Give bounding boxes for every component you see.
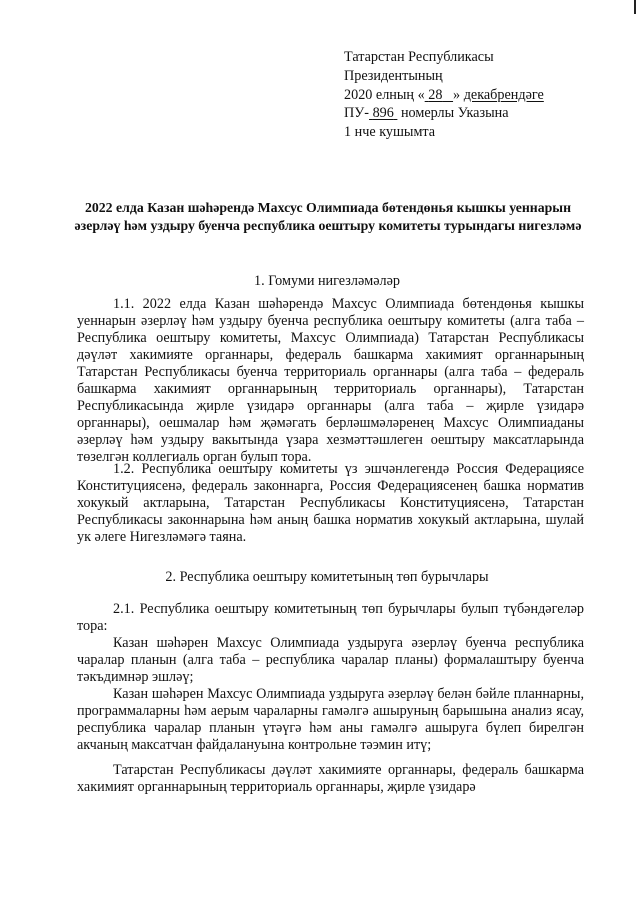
- section-1-heading: 1. Гомуми нигезләмәләр: [254, 273, 400, 289]
- header-date-prefix: 2020 елның «: [344, 86, 425, 103]
- header-line-president: Президентының: [344, 67, 443, 84]
- header-block: [344, 48, 624, 142]
- page-edge-mark: [634, 0, 636, 14]
- header-line-republic: Татарстан Республикасы: [344, 49, 494, 65]
- paragraph-2-1-item-1: Казан шәһәрен Махсус Олимпиада уздыруга әзерләү буенча республика чаралар планын (алга таба – республика чаралар планы) формалаштыру буенча тәкъдимнәр эшләү;: [77, 635, 584, 685]
- paragraph-2-1-item-2: Казан шәһәрен Махсус Олимпиада уздыруга әзерләү белән бәйле планнарны, программаларны һәм аерым чараларны гамәлгә ашыруның барышына анализ ясау, республика чаралар планын үтәүгә һәм аны гамәлгә ашыруга бүлеп бирелгән акчаның максатчан файдалануына контрольне тәэмин итү;: [77, 686, 584, 753]
- header-line-appendix: 1 нче кушымта: [344, 124, 436, 141]
- header-decree-suffix: номерлы Указына: [400, 105, 509, 122]
- section-2-heading: 2. Республика оештыру комитетының төп бурычлары: [165, 569, 489, 585]
- header-date-month: декабрендәге: [463, 86, 544, 103]
- paragraph-2-1-item-3: Татарстан Республикасы дәүләт хакимияте органнары, федераль башкарма хакимият органнарының территориаль органнары, җирле үзидарә: [77, 762, 584, 795]
- header-date-day: 28: [428, 86, 443, 103]
- header-decree-number: 896: [372, 105, 394, 122]
- paragraph-1-1: 1.1. 2022 елда Казан шәһәрендә Махсус Олимпиада бөтендөнья кышкы уеннарын әзерләү һәм уздыру буенча республика оештыру комитеты (алга таба – Республика оештыру комитеты, Махсус Олимпиада) Татарстан Республикасы дәүләт хакимияте органнары, федераль башкарма хакимият органнарының Татарстан Республикасы буенча территориаль органнары (алга таба – федераль башкарма хакимият органнарының территориаль органнары), Татарстан Республикасында җирле үзидарә органнары (алга таба – җирле үзидарә органнары), оешмалар һәм җәмәгать берләшмәләренең Махсус Олимпиаданы әзерләү һәм уздыру вакытында үзара хезмәттәшлеген оештыру максатларында төзелгән коллегиаль орган булып тора.: [77, 296, 584, 465]
- header-line-decree: [344, 104, 624, 123]
- document-title: 2022 елда Казан шәһәрендә Махсус Олимпиада бөтендөнья кышкы уеннарын әзерләү һәм уздыру буенча республика оештыру комитеты турындагы нигезләмә: [74, 200, 582, 233]
- header-decree-prefix: ПУ-: [344, 105, 370, 122]
- header-line-date: [344, 86, 624, 105]
- header-date-mid: »: [453, 86, 461, 103]
- paragraph-1-2: 1.2. Республика оештыру комитеты үз эшчәнлегендә Россия Федерациясе Конституциясенә, федераль законнарга, Россия Федерациясенең башка норматив хокукый актларына, Татарстан Республикасы Конституциясенә, Татарстан Республикасы законнарына һәм аның башка норматив хокукый актларына, шулай ук әлеге Нигезләмәгә таяна.: [77, 461, 584, 545]
- paragraph-2-1: 2.1. Республика оештыру комитетының төп бурычлары булып түбәндәгеләр тора:: [77, 601, 584, 634]
